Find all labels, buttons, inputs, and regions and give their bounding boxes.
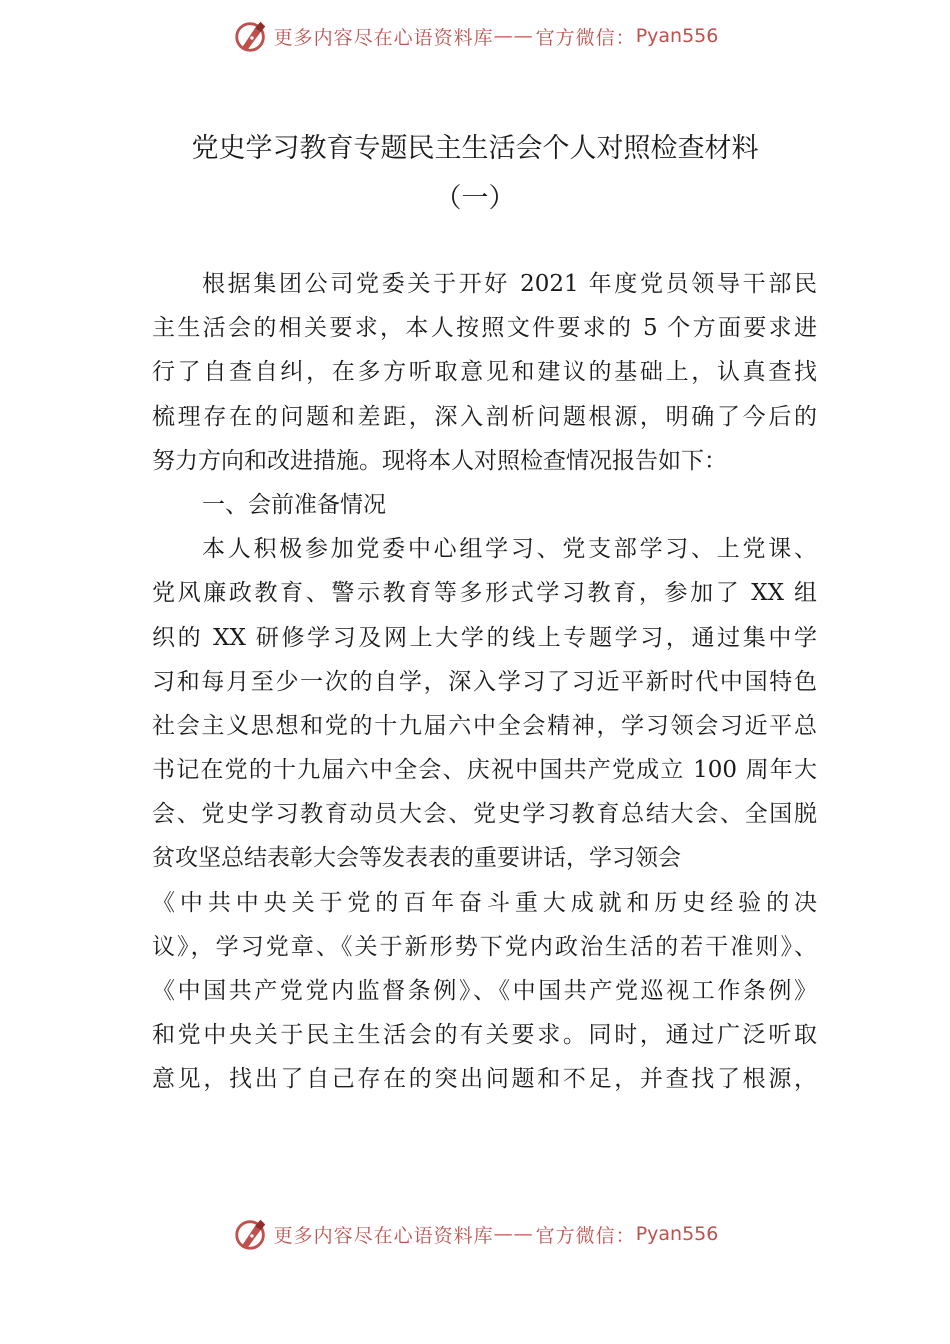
body-line: 和党中央关于民主生活会的有关要求。同时，通过广泛听取	[152, 1022, 817, 1049]
body-line: 社会主义思想和党的十九届六中全会精神，学习领会习近平总	[152, 712, 817, 739]
body-line: 意见，找出了自己存在的突出问题和不足，并查找了根源，	[152, 1066, 817, 1093]
document-title-number: （一）	[434, 183, 516, 214]
banner-brand: 更多内容尽在心语资料库	[273, 1224, 494, 1247]
body-line: 努力方向和改进措施。现将本人对照检查情况报告如下：	[152, 447, 727, 474]
body-line: 书记在党的十九届六中全会、庆祝中国共产党成立 100 周年大	[152, 757, 817, 784]
body-line: 织的 XX 研修学习及网上大学的线上专题学习，通过集中学	[152, 624, 817, 651]
section-heading: 一、会前准备情况	[202, 491, 386, 518]
banner-dash: ——	[493, 25, 534, 47]
banner-wechat-label: 官方微信：	[535, 1224, 636, 1247]
body-line: 党风廉政教育、警示教育等多形式学习教育，参加了 XX 组	[152, 580, 817, 607]
banner-wechat-id: Pyan556	[635, 1223, 719, 1245]
body-line: 会、党史学习教育动员大会、党史学习教育总结大会、全国脱	[152, 801, 817, 828]
header-watermark-banner	[0, 14, 950, 58]
body-line: 行了自查自纠，在多方听取意见和建议的基础上，认真查找	[152, 359, 817, 386]
banner-dash: ——	[493, 1223, 534, 1245]
pen-nib-logo-icon	[232, 17, 270, 55]
body-line: 议》，学习党章、《关于新形势下党内政治生活的若干准则》、	[152, 933, 817, 960]
body-line: 梳理存在的问题和差距，深入剖析问题根源，明确了今后的	[152, 403, 817, 430]
document-title: 党史学习教育专题民主生活会个人对照检查材料	[191, 133, 759, 164]
body-line: 贫攻坚总结表彰大会等发表表的重要讲话，学习领会	[152, 845, 681, 872]
banner-wechat-label: 官方微信：	[535, 26, 636, 49]
footer-watermark-banner	[0, 1212, 950, 1256]
document-body	[152, 262, 817, 1102]
body-line: 根据集团公司党委关于开好 2021 年度党员领导干部民	[202, 271, 817, 297]
banner-brand: 更多内容尽在心语资料库	[273, 26, 494, 49]
pen-nib-logo-icon	[232, 1215, 270, 1253]
body-line: 主生活会的相关要求，本人按照文件要求的 5 个方面要求进	[152, 315, 817, 342]
body-line: 《中国共产党党内监督条例》、《中国共产党巡视工作条例》	[152, 978, 817, 1004]
body-line: 习和每月至少一次的自学，深入学习了习近平新时代中国特色	[152, 668, 817, 695]
body-line: 本人积极参加党委中心组学习、党支部学习、上党课、	[202, 536, 817, 563]
body-line: 《中共中央关于党的百年奋斗重大成就和历史经验的决	[152, 889, 817, 916]
banner-wechat-id: Pyan556	[635, 25, 719, 47]
